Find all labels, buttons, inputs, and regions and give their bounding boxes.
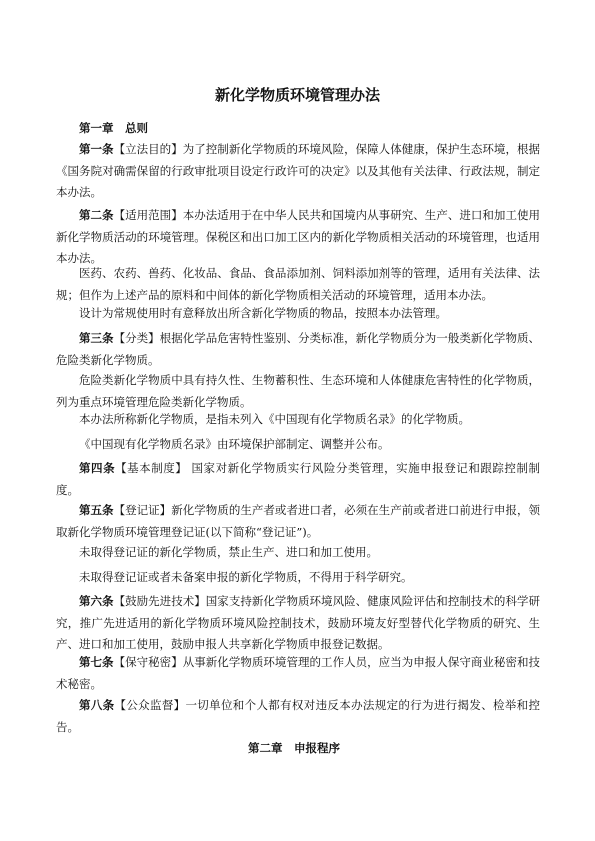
article-2-text: 【适用范围】本办法适用于在中华人民共和国境内从事研究、生产、进口和加工使用新化学物质活动的环境管理。保税区和出口加工区内的新化学物质相关活动的环境管理，也适用本办法。 bbox=[56, 208, 540, 265]
article-2-para-3 bbox=[56, 303, 540, 325]
article-8-head: 第八条 bbox=[79, 698, 115, 712]
article-6 bbox=[56, 591, 540, 656]
article-7-text: 【保守秘密】从事新化学物质环境管理的工作人员，应当为申报人保守商业秘密和技术秘密。 bbox=[56, 655, 540, 691]
article-8 bbox=[56, 695, 540, 738]
article-4 bbox=[56, 458, 540, 501]
article-5-text: 【登记证】新化学物质的生产者或者进口者，必须在生产前或者进口前进行申报，领取新化学物质环境管理登记证(以下简称“登记证”)。 bbox=[56, 503, 540, 539]
article-1-head: 第一条 bbox=[79, 142, 114, 156]
article-2-head: 第二条 bbox=[79, 208, 114, 222]
paragraph-text: 设计为常规使用时有意释放出所含新化学物质的物品，按照本办法管理。 bbox=[79, 306, 447, 320]
article-7-head: 第七条 bbox=[79, 655, 114, 669]
paragraph-text: 医药、农药、兽药、化妆品、食品、食品添加剂、饲料添加剂等的管理，适用有关法律、法规；但作为上述产品的原料和中间体的新化学物质相关活动的环境管理，适用本办法。 bbox=[56, 266, 540, 302]
article-2-para-2 bbox=[56, 263, 540, 306]
paragraph-text: 未取得登记证或者未备案申报的新化学物质，不得用于科学研究。 bbox=[79, 570, 413, 584]
article-3-head: 第三条 bbox=[79, 331, 114, 345]
article-7 bbox=[56, 652, 540, 695]
article-6-head: 第六条 bbox=[79, 594, 114, 608]
article-1-text: 【立法目的】为了控制新化学物质的环境风险，保障人体健康，保护生态环境，根据《国务院对确需保留的行政审批项目设定行政许可的决定》以及其他有关法律、行政法规，制定本办法。 bbox=[56, 142, 540, 199]
paragraph-text: 《中国现有化学物质名录》由环境保护部制定、调整并公布。 bbox=[79, 437, 390, 451]
document-title: 新化学物质环境管理办法 bbox=[214, 86, 380, 104]
paragraph-text: 未取得登记证的新化学物质，禁止生产、进口和加工使用。 bbox=[79, 545, 378, 559]
article-3-para-2 bbox=[56, 370, 540, 413]
article-3 bbox=[56, 328, 540, 371]
article-4-head: 第四条 bbox=[79, 461, 116, 475]
article-5-head: 第五条 bbox=[79, 503, 114, 517]
article-5-para-3 bbox=[56, 567, 540, 589]
article-5-para-2 bbox=[56, 542, 540, 564]
article-3-text: 【分类】根据化学品危害特性鉴别、分类标准，新化学物质分为一般类新化学物质、危险类新化学物质。 bbox=[56, 331, 540, 367]
article-6-text: 【鼓励先进技术】国家支持新化学物质环境风险、健康风险评估和控制技术的科学研究，推广先进适用的新化学物质环境风险控制技术，鼓励环境友好型替代化学物质的研究、生产、进口和加工使用，鼓励申报人共享新化学物质申报登记数据。 bbox=[56, 594, 540, 651]
article-3-para-4 bbox=[56, 434, 540, 456]
chapter-2-heading: 第二章 申报程序 bbox=[248, 741, 340, 755]
paragraph-text: 本办法所称新化学物质，是指未列入《中国现有化学物质名录》的化学物质。 bbox=[79, 412, 470, 426]
article-4-text: 【基本制度】 国家对新化学物质实行风险分类管理，实施申报登记和跟踪控制制度。 bbox=[56, 461, 540, 497]
article-3-para-3 bbox=[56, 409, 540, 431]
article-8-text: 【公众监督】一切单位和个人都有权对违反本办法规定的行为进行揭发、检举和控告。 bbox=[56, 698, 541, 734]
paragraph-text: 危险类新化学物质中具有持久性、生物蓄积性、生态环境和人体健康危害特性的化学物质，列为重点环境管理危险类新化学物质。 bbox=[56, 373, 540, 409]
article-1 bbox=[56, 139, 540, 204]
article-2 bbox=[56, 205, 540, 270]
article-5 bbox=[56, 500, 540, 543]
chapter-1-heading: 第一章 总则 bbox=[79, 121, 148, 135]
